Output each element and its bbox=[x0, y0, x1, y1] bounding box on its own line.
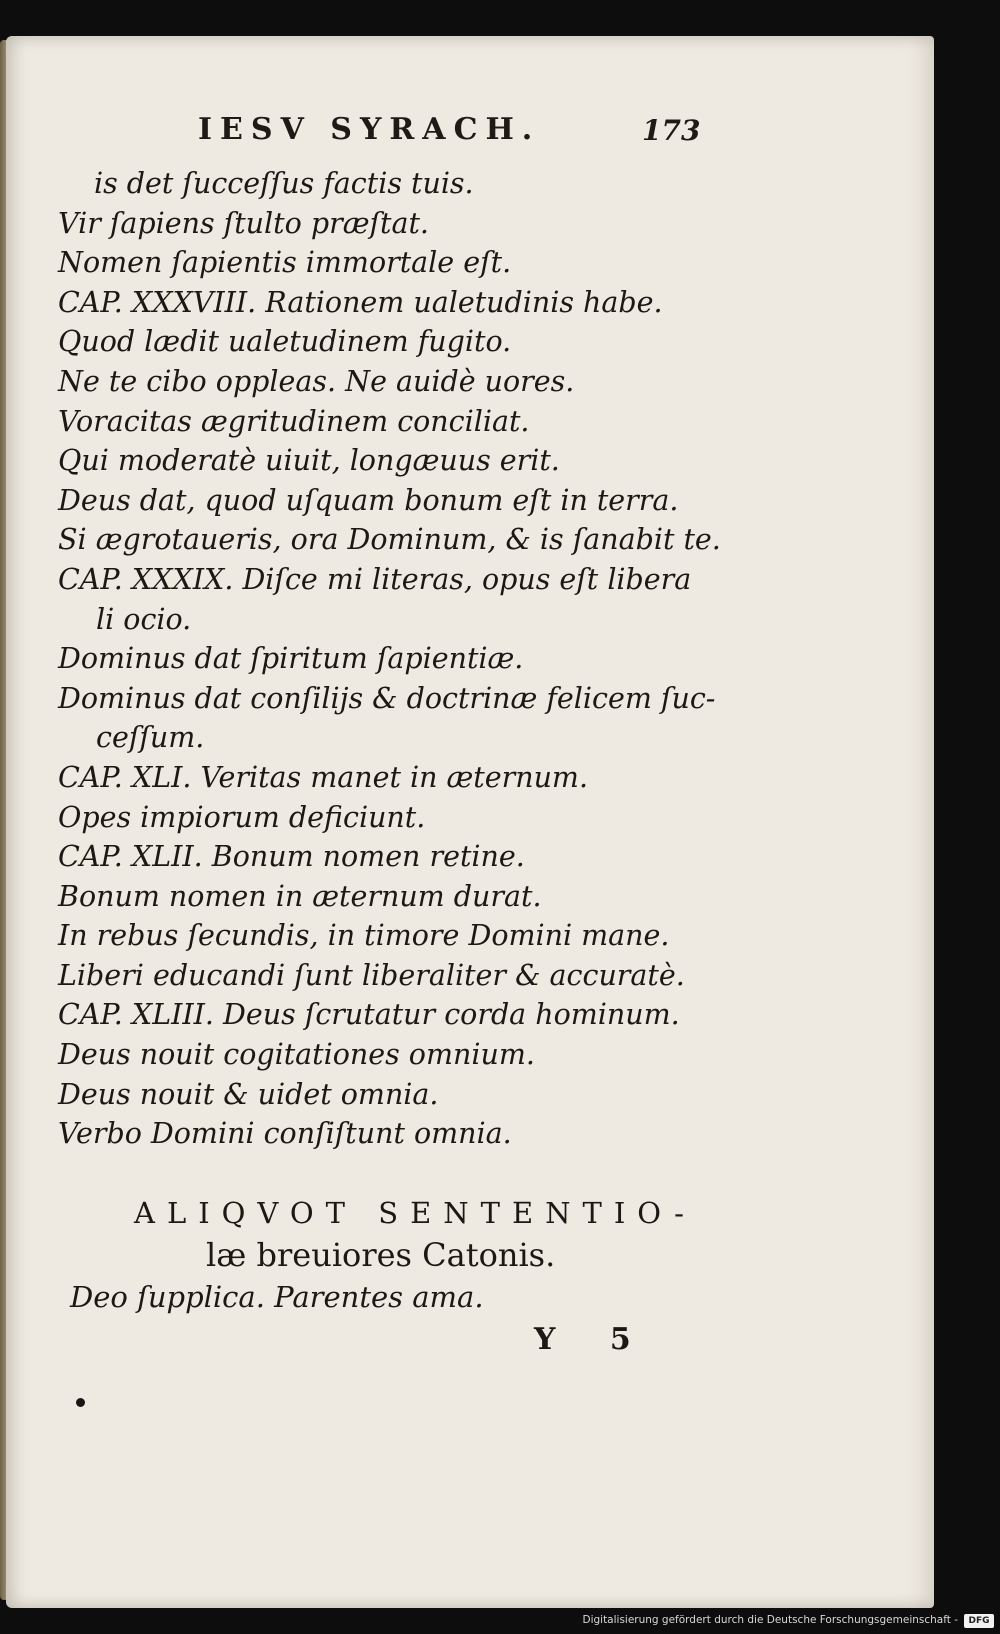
signature-mark: Y 5 bbox=[534, 1322, 653, 1357]
text-line: Dominus dat ſpiritum ſapientiæ. bbox=[58, 642, 524, 676]
text-line: Liberi educandi ſunt liberaliter & accuratè. bbox=[58, 958, 685, 992]
chapter-heading-line: CAP. XXXVIII. Rationem ualetudinis habe. bbox=[58, 285, 663, 319]
page-number: 173 bbox=[642, 114, 701, 147]
text-line: li ocio. bbox=[96, 602, 192, 636]
text-line: Dominus dat conſilijs & doctrinæ felicem ſuc- bbox=[58, 681, 716, 715]
closing-text-line: Deo ſupplica. Parentes ama. bbox=[70, 1280, 484, 1314]
text-line: Opes impiorum deficiunt. bbox=[58, 800, 426, 834]
section-heading-line-1: ALIQVOT SENTENTIO- bbox=[134, 1196, 696, 1230]
text-line: Quod lædit ualetudinem fugito. bbox=[58, 325, 512, 359]
page-header bbox=[0, 112, 1000, 152]
chapter-heading-line: CAP. XLIII. Deus ſcrutatur corda hominum. bbox=[58, 998, 680, 1032]
dfg-logo: DFG bbox=[964, 1614, 994, 1628]
text-line: Nomen ſapientis immortale eſt. bbox=[58, 246, 512, 280]
text-line: Si ægrotaueris, ora Dominum, & is ſanabit te. bbox=[58, 523, 721, 557]
text-line: ceſſum. bbox=[96, 721, 205, 755]
chapter-heading-line: CAP. XXXIX. Diſce mi literas, opus eſt libera bbox=[58, 562, 692, 596]
text-line: Qui moderatè uiuit, longæuus erit. bbox=[58, 444, 560, 478]
text-line: Verbo Domini conſiſtunt omnia. bbox=[58, 1117, 512, 1151]
chapter-heading-line: CAP. XLI. Veritas manet in æternum. bbox=[58, 760, 589, 794]
digitization-credit: Digitalisierung gefördert durch die Deutsche Forschungsgemeinschaft - bbox=[582, 1614, 958, 1626]
ink-dot bbox=[76, 1398, 85, 1407]
text-line: Vir ſapiens ſtulto præſtat. bbox=[58, 206, 429, 240]
text-line: Deus nouit cogitationes omnium. bbox=[58, 1038, 535, 1072]
text-line: is det ſucceſſus factis tuis. bbox=[94, 167, 474, 200]
text-line: Deus nouit & uidet omnia. bbox=[58, 1077, 439, 1111]
main-text-block bbox=[58, 164, 721, 1154]
text-line: In rebus ſecundis, in timore Domini mane. bbox=[58, 919, 670, 953]
text-line: Bonum nomen in æternum durat. bbox=[58, 879, 542, 913]
running-title: IESV SYRACH. bbox=[198, 112, 541, 147]
text-line: Voracitas ægritudinem conciliat. bbox=[58, 404, 530, 438]
section-heading-line-2: læ breuiores Catonis. bbox=[206, 1236, 556, 1274]
text-line: Ne te cibo oppleas. Ne auidè uores. bbox=[58, 364, 575, 398]
chapter-heading-line: CAP. XLII. Bonum nomen retine. bbox=[58, 840, 525, 874]
text-line: Deus dat, quod uſquam bonum eſt in terra. bbox=[58, 483, 679, 517]
